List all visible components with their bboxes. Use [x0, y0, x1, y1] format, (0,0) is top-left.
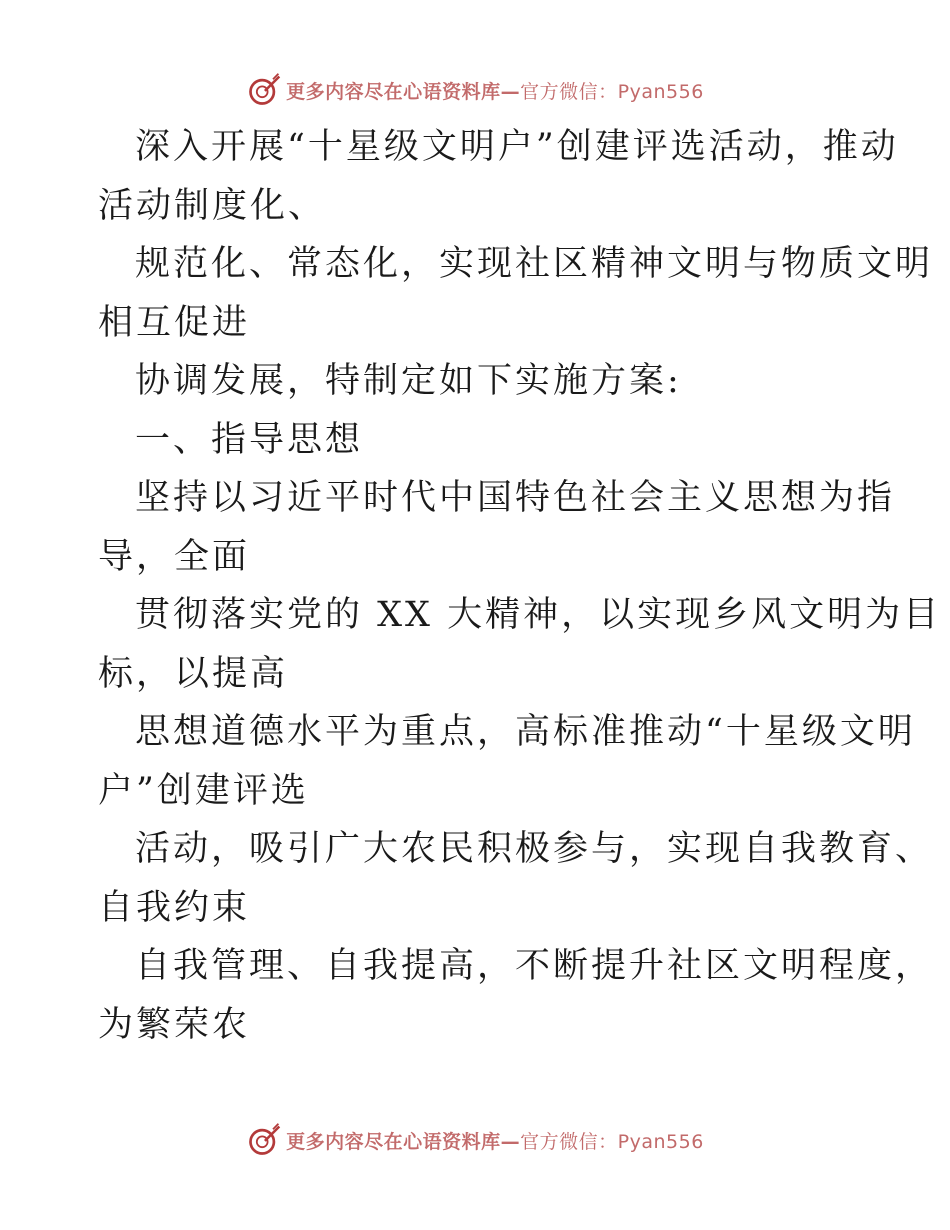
pen-logo-icon — [246, 72, 282, 108]
footer-banner-wechat: 官方微信：Pyan556 — [520, 1130, 704, 1153]
footer-banner-text: 更多内容尽在心语资料库— — [286, 1130, 521, 1153]
paragraph-line: 协调发展，特制定如下实施方案: — [135, 361, 682, 401]
paragraph-line: 活动，吸引广大农民积极参与，实现自我教育、 — [135, 829, 934, 869]
footer-watermark-banner — [0, 1120, 950, 1160]
paragraph-line: 自我管理、自我提高，不断提升社区文明程度， — [135, 946, 934, 986]
paragraph-line: 相互促进 — [98, 302, 251, 343]
header-watermark-banner — [0, 70, 950, 110]
document-body — [98, 118, 942, 1054]
header-banner-text: 更多内容尽在心语资料库— — [286, 80, 521, 103]
paragraph-line: 思想道德水平为重点，高标准推动“十星级文明 — [135, 712, 916, 752]
paragraph-line: 规范化、常态化，实现社区精神文明与物质文明 — [135, 244, 934, 284]
paragraph-line: 为繁荣农 — [98, 1004, 251, 1045]
paragraph-line: 标，以提高 — [98, 653, 289, 694]
paragraph-line: 导，全面 — [98, 536, 251, 577]
paragraph-line: 坚持以习近平时代中国特色社会主义思想为指 — [135, 478, 896, 518]
paragraph-line: 自我约束 — [98, 887, 251, 928]
paragraph-line: 贯彻落实党的 XX 大精神，以实现乡风文明为目 — [135, 595, 942, 635]
paragraph-line: 活动制度化、 — [98, 185, 327, 226]
paragraph-line: 户”创建评选 — [98, 770, 309, 811]
section-heading: 一、指导思想 — [135, 419, 364, 460]
paragraph-line: 深入开展“十星级文明户”创建评选活动，推动 — [135, 127, 899, 167]
header-banner-wechat: 官方微信：Pyan556 — [520, 80, 704, 103]
pen-logo-icon — [246, 1122, 282, 1158]
